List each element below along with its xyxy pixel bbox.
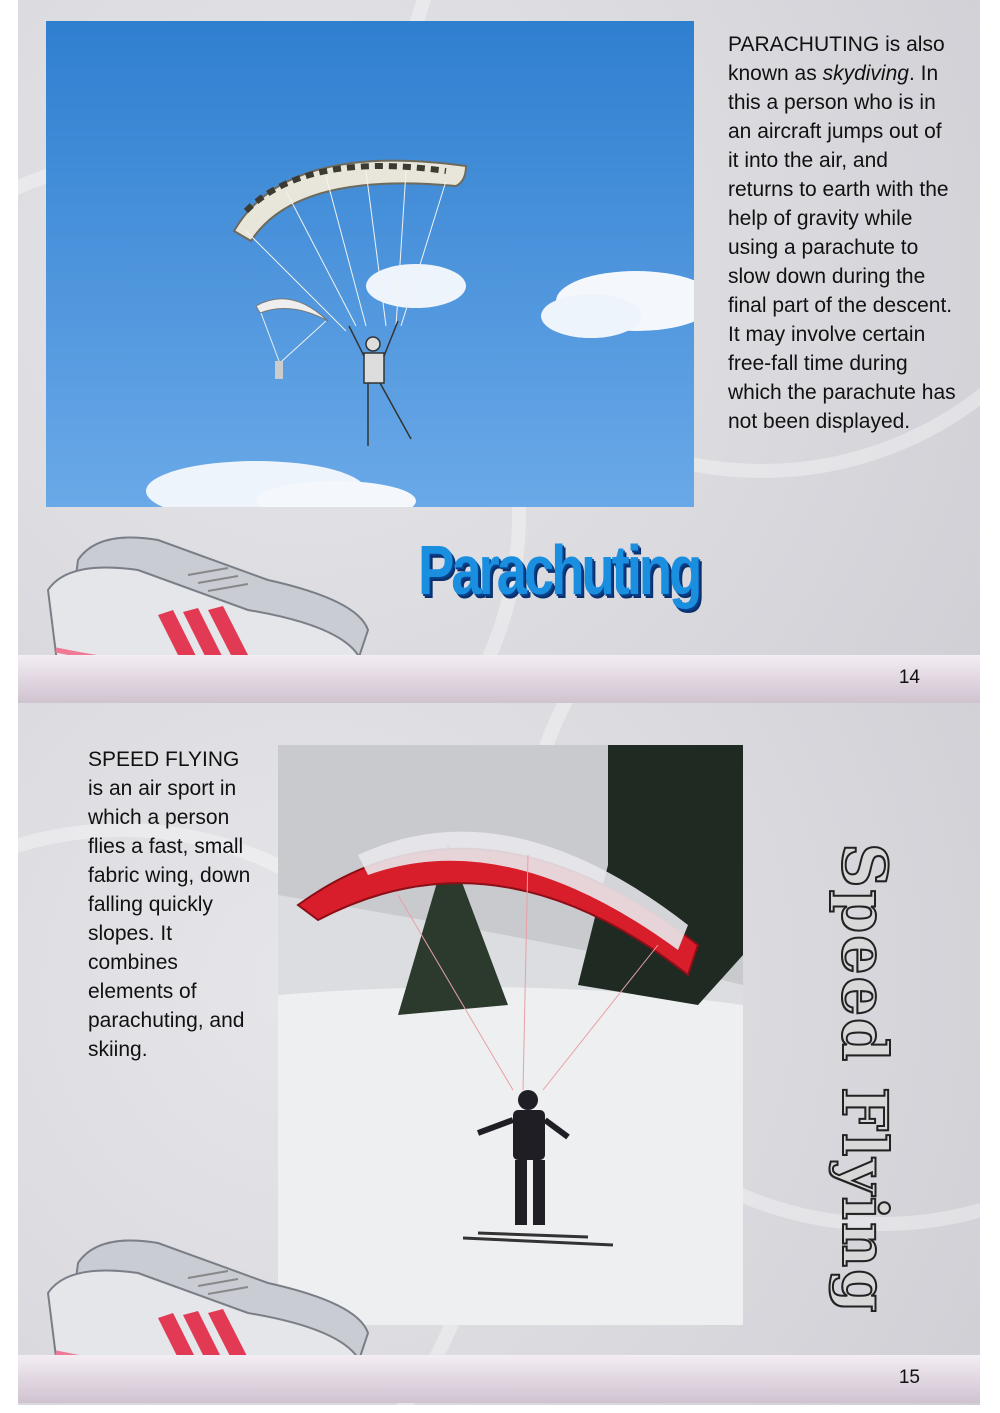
- page-footer: [18, 1355, 980, 1403]
- page-number: 15: [898, 1367, 920, 1388]
- page-title: Speed Flying: [828, 843, 901, 1315]
- page-number: 14: [898, 667, 920, 688]
- parachuting-description: [728, 30, 956, 436]
- page-14: [18, 0, 980, 703]
- skydiving-photo: [46, 21, 694, 507]
- page-title: Parachuting: [418, 531, 700, 609]
- description-rest: . In this a person who is in an aircraft jumps out of it into the air, and returns to earth with the help of gravity while using a parachute to slow down during the final part of the descent. It may involve certain free-fall time during which the parachute has not been displayed.: [728, 62, 956, 433]
- description-text: SPEED FLYING is an air sport in which a person flies a fast, small fabric wing, down falling quickly slopes. It combines elements of parachuting, and skiing.: [88, 748, 251, 1061]
- speed-flying-description: [88, 745, 258, 1064]
- page-15: [18, 703, 980, 1405]
- description-italic: skydiving: [822, 62, 909, 85]
- description-lead: PARACHUTING is also known as: [728, 33, 945, 85]
- page-footer: [18, 655, 980, 703]
